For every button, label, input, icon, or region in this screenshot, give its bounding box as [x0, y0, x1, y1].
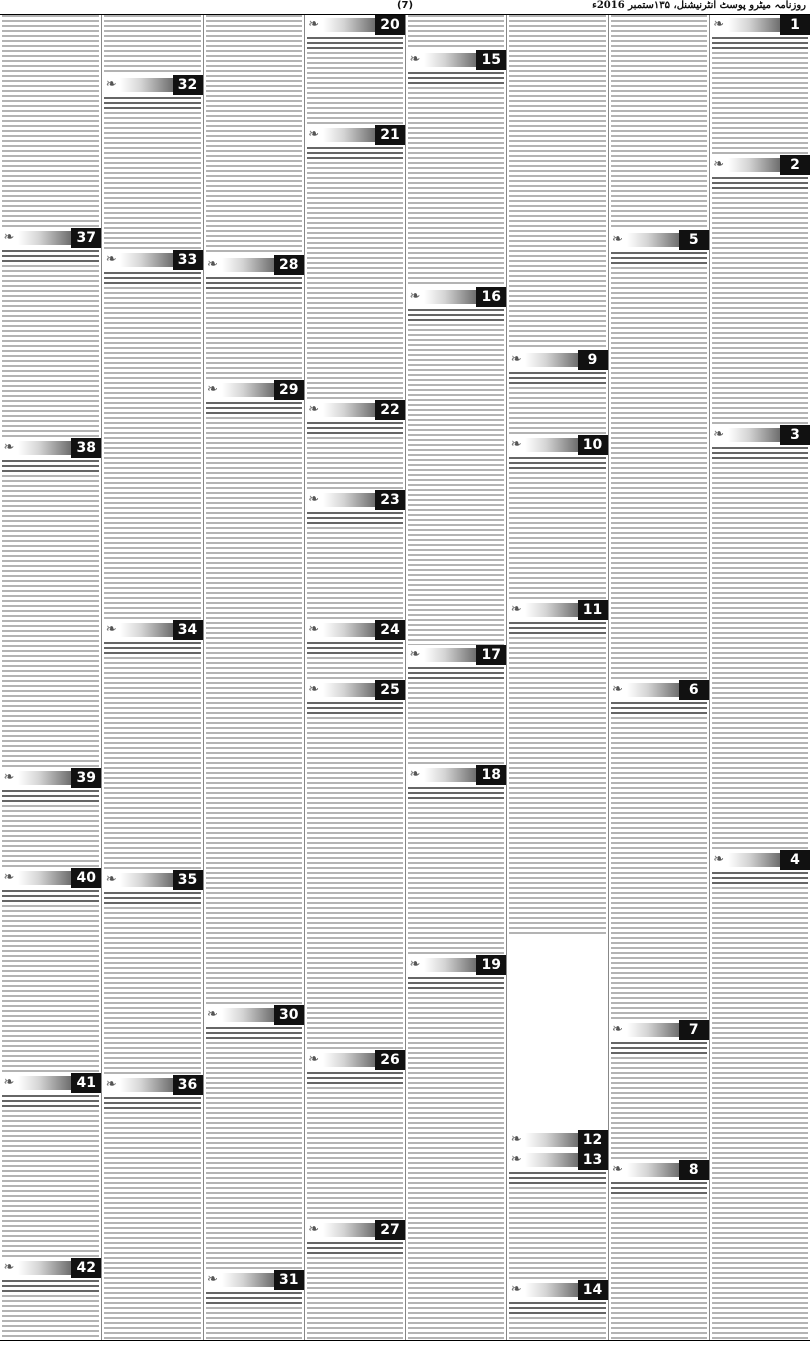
text-lines	[2, 1280, 99, 1340]
text-lines	[206, 1027, 302, 1270]
entry-number-banner	[710, 15, 810, 35]
gradient-band	[525, 1133, 577, 1147]
text-lines	[611, 15, 707, 230]
entry-number: 17	[476, 645, 506, 665]
entry-number-banner	[305, 1220, 405, 1240]
newspaper-columns	[0, 15, 810, 1340]
leaf-ornament-icon: ❧	[105, 252, 117, 267]
entry-number: 19	[476, 955, 506, 975]
entry-number: 11	[578, 600, 608, 620]
leaf-ornament-icon: ❧	[308, 492, 320, 507]
entry-25	[305, 680, 405, 1050]
entry-number-banner	[609, 680, 709, 700]
gradient-band	[728, 158, 780, 172]
entry-number: 35	[173, 870, 203, 890]
page-header	[0, 0, 810, 15]
text-lines	[307, 147, 403, 400]
entry-number: 39	[71, 768, 101, 788]
text-lines	[2, 890, 99, 1073]
entry-38	[0, 438, 101, 768]
gradient-band	[120, 873, 172, 887]
entry-18	[406, 765, 506, 955]
text-lines	[104, 272, 200, 620]
entry-number-banner	[507, 435, 607, 455]
text-lines	[307, 642, 403, 680]
entry-number: 12	[578, 1130, 608, 1150]
entry-number: 31	[274, 1270, 304, 1290]
entry-number-banner	[0, 768, 101, 788]
leaf-ornament-icon: ❧	[612, 1162, 623, 1177]
gradient-band	[222, 383, 274, 397]
entry-number: 37	[71, 228, 101, 248]
leaf-ornament-icon: ❧	[510, 1152, 522, 1167]
entry-number: 33	[173, 250, 203, 270]
entry-number-banner	[102, 75, 202, 95]
entry-39	[0, 768, 101, 868]
entry-31	[204, 1270, 304, 1340]
entry-23	[305, 490, 405, 620]
entry-32	[102, 75, 202, 250]
leaf-ornament-icon: ❧	[308, 17, 320, 32]
gradient-band	[18, 1261, 71, 1275]
entry-16	[406, 287, 506, 645]
gradient-band	[323, 128, 375, 142]
text-lines	[2, 460, 99, 768]
gradient-band	[525, 603, 577, 617]
entry-19	[406, 955, 506, 1340]
gradient-band	[728, 853, 780, 867]
text-lines	[611, 1182, 707, 1340]
leaf-ornament-icon: ❧	[612, 682, 623, 697]
entry-number: 9	[578, 350, 608, 370]
entry-number-banner	[102, 250, 202, 270]
leaf-ornament-icon: ❧	[3, 230, 15, 245]
entry-number: 25	[375, 680, 405, 700]
gradient-band	[424, 290, 476, 304]
text-lines	[611, 252, 707, 680]
gradient-band	[323, 1053, 375, 1067]
gradient-band	[424, 768, 476, 782]
gradient-band	[627, 683, 679, 697]
entry-number-banner	[507, 350, 607, 370]
leaf-ornament-icon: ❧	[612, 1022, 623, 1037]
gradient-band	[18, 441, 71, 455]
entry-27	[305, 1220, 405, 1340]
entry-number-banner	[507, 1280, 607, 1300]
text-lines	[307, 702, 403, 1050]
column-2	[608, 15, 709, 1340]
leaf-ornament-icon: ❧	[3, 870, 15, 885]
gradient-band	[323, 683, 375, 697]
text-lines	[307, 1072, 403, 1220]
text-lines	[2, 15, 99, 228]
entry-37	[0, 228, 101, 438]
leaf-ornament-icon: ❧	[3, 1075, 15, 1090]
entry-number-banner	[0, 1073, 101, 1093]
gradient-band	[323, 1223, 375, 1237]
text-lines	[307, 37, 403, 125]
leaf-ornament-icon: ❧	[105, 872, 117, 887]
entry-number-banner	[406, 955, 506, 975]
text-lines	[712, 37, 808, 155]
gradient-band	[323, 493, 375, 507]
entry-number-banner	[0, 228, 101, 248]
entry-number: 21	[375, 125, 405, 145]
entry-33	[102, 250, 202, 620]
gradient-band	[627, 1023, 679, 1037]
entry-number-banner	[406, 645, 506, 665]
gradient-band	[525, 353, 577, 367]
entry-11	[507, 600, 607, 935]
entry-number: 24	[375, 620, 405, 640]
entry-number: 18	[476, 765, 506, 785]
entry-number-banner	[305, 125, 405, 145]
text-lines	[104, 97, 200, 250]
gradient-band	[120, 78, 172, 92]
bottom-rule	[0, 1340, 810, 1341]
entry-number: 22	[375, 400, 405, 420]
entry-number-banner	[102, 620, 202, 640]
entry-number: 28	[274, 255, 304, 275]
leaf-ornament-icon: ❧	[308, 127, 320, 142]
entry-number: 4	[780, 850, 810, 870]
continued-text-block	[0, 15, 101, 228]
leaf-ornament-icon: ❧	[308, 402, 320, 417]
text-lines	[509, 457, 605, 600]
leaf-ornament-icon: ❧	[207, 1272, 218, 1287]
gradient-band	[323, 18, 375, 32]
leaf-ornament-icon: ❧	[308, 1052, 320, 1067]
entry-22	[305, 400, 405, 490]
entry-number: 10	[578, 435, 608, 455]
continued-text-block	[102, 15, 202, 75]
leaf-ornament-icon: ❧	[409, 767, 421, 782]
entry-number-banner	[507, 1130, 607, 1150]
text-lines	[408, 15, 504, 50]
entry-number-banner	[609, 1020, 709, 1040]
entry-34	[102, 620, 202, 870]
entry-number-banner	[102, 1075, 202, 1095]
text-lines	[104, 15, 200, 75]
leaf-ornament-icon: ❧	[207, 382, 218, 397]
gradient-band	[627, 1163, 679, 1177]
text-lines	[509, 15, 605, 350]
text-lines	[509, 1172, 605, 1280]
entry-number-banner	[305, 680, 405, 700]
entry-number-banner	[305, 1050, 405, 1070]
entry-number: 8	[679, 1160, 709, 1180]
column-6	[203, 15, 304, 1340]
entry-number-banner	[609, 1160, 709, 1180]
gradient-band	[525, 438, 577, 452]
column-5	[304, 15, 405, 1340]
leaf-ornament-icon: ❧	[207, 1007, 218, 1022]
text-lines	[408, 309, 504, 645]
text-lines	[408, 667, 504, 765]
gradient-band	[525, 1153, 577, 1167]
gradient-band	[120, 1078, 172, 1092]
text-lines	[712, 447, 808, 850]
text-lines	[2, 790, 99, 868]
leaf-ornament-icon: ❧	[510, 352, 522, 367]
entry-number-banner	[507, 1150, 607, 1170]
entry-number-banner	[204, 1005, 304, 1025]
text-lines	[206, 402, 302, 1005]
text-lines	[307, 422, 403, 490]
entry-number-banner	[710, 425, 810, 445]
continued-text-block	[507, 15, 607, 350]
leaf-ornament-icon: ❧	[105, 1077, 117, 1092]
entry-number-banner	[305, 400, 405, 420]
text-lines	[408, 977, 504, 1340]
entry-number: 42	[71, 1258, 101, 1278]
entry-number-banner	[0, 438, 101, 458]
entry-number-banner	[0, 868, 101, 888]
entry-24	[305, 620, 405, 680]
gradient-band	[222, 1273, 274, 1287]
leaf-ornament-icon: ❧	[713, 427, 725, 442]
text-lines	[206, 277, 302, 380]
leaf-ornament-icon: ❧	[510, 437, 522, 452]
entry-8	[609, 1160, 709, 1340]
gradient-band	[18, 1076, 71, 1090]
gradient-band	[18, 231, 71, 245]
leaf-ornament-icon: ❧	[308, 622, 320, 637]
gradient-band	[424, 648, 476, 662]
text-lines	[104, 1097, 200, 1340]
entry-30	[204, 1005, 304, 1270]
masthead-title: روزنامہ میٹرو پوسٹ انٹرنیشنل، ۱۳۵ستمبر 2016ء	[592, 0, 806, 11]
entry-2	[710, 155, 810, 425]
entry-13	[507, 1150, 607, 1280]
entry-5	[609, 230, 709, 680]
column-4	[405, 15, 506, 1340]
page-number: (7)	[396, 0, 414, 11]
column-3	[506, 15, 607, 1340]
column-1	[709, 15, 810, 1340]
entry-number: 23	[375, 490, 405, 510]
leaf-ornament-icon: ❧	[510, 602, 522, 617]
entry-number: 13	[578, 1150, 608, 1170]
entry-number: 6	[679, 680, 709, 700]
continued-text-block	[609, 15, 709, 230]
leaf-ornament-icon: ❧	[3, 770, 15, 785]
entry-9	[507, 350, 607, 435]
gradient-band	[222, 258, 274, 272]
entry-20	[305, 15, 405, 125]
entry-number: 34	[173, 620, 203, 640]
entry-number: 5	[679, 230, 709, 250]
entry-17	[406, 645, 506, 765]
entry-number: 20	[375, 15, 405, 35]
leaf-ornament-icon: ❧	[713, 17, 725, 32]
text-lines	[712, 872, 808, 1340]
gradient-band	[120, 253, 172, 267]
text-lines	[611, 1042, 707, 1160]
entry-40	[0, 868, 101, 1073]
entry-number-banner	[710, 850, 810, 870]
continued-text-block	[406, 15, 506, 50]
entry-number-banner	[305, 15, 405, 35]
entry-number: 3	[780, 425, 810, 445]
text-lines	[408, 72, 504, 287]
leaf-ornament-icon: ❧	[105, 77, 117, 92]
gradient-band	[728, 18, 780, 32]
gradient-band	[525, 1283, 577, 1297]
leaf-ornament-icon: ❧	[409, 289, 421, 304]
entry-number-banner	[507, 600, 607, 620]
entry-number: 1	[780, 15, 810, 35]
text-lines	[206, 1292, 302, 1340]
entry-21	[305, 125, 405, 400]
text-lines	[2, 250, 99, 438]
entry-36	[102, 1075, 202, 1340]
entry-number-banner	[406, 50, 506, 70]
leaf-ornament-icon: ❧	[409, 52, 421, 67]
leaf-ornament-icon: ❧	[713, 157, 725, 172]
leaf-ornament-icon: ❧	[409, 647, 421, 662]
entry-number-banner	[710, 155, 810, 175]
gradient-band	[728, 428, 780, 442]
entry-number: 32	[173, 75, 203, 95]
gradient-band	[627, 233, 679, 247]
gradient-band	[120, 623, 172, 637]
entry-number: 29	[274, 380, 304, 400]
entry-number-banner	[305, 620, 405, 640]
column-7	[101, 15, 202, 1340]
entry-1	[710, 15, 810, 155]
entry-29	[204, 380, 304, 1005]
leaf-ornament-icon: ❧	[510, 1282, 522, 1297]
entry-14	[507, 1280, 607, 1340]
entry-number-banner	[609, 230, 709, 250]
entry-35	[102, 870, 202, 1075]
leaf-ornament-icon: ❧	[3, 440, 15, 455]
entry-42	[0, 1258, 101, 1340]
column-8	[0, 15, 101, 1340]
gradient-band	[18, 871, 71, 885]
leaf-ornament-icon: ❧	[3, 1260, 15, 1275]
entry-number-banner	[204, 255, 304, 275]
gradient-band	[424, 53, 476, 67]
text-lines	[611, 702, 707, 1020]
entry-number-banner	[0, 1258, 101, 1278]
entry-number-banner	[204, 1270, 304, 1290]
text-lines	[509, 1302, 605, 1340]
text-lines	[509, 622, 605, 935]
leaf-ornament-icon: ❧	[207, 257, 218, 272]
gradient-band	[323, 623, 375, 637]
gradient-band	[323, 403, 375, 417]
leaf-ornament-icon: ❧	[308, 1222, 320, 1237]
entry-number: 38	[71, 438, 101, 458]
entry-number: 26	[375, 1050, 405, 1070]
text-lines	[307, 1242, 403, 1340]
entry-15	[406, 50, 506, 287]
leaf-ornament-icon: ❧	[105, 622, 117, 637]
leaf-ornament-icon: ❧	[308, 682, 320, 697]
entry-7	[609, 1020, 709, 1160]
text-lines	[104, 642, 200, 870]
entry-10	[507, 435, 607, 600]
entry-26	[305, 1050, 405, 1220]
entry-number: 27	[375, 1220, 405, 1240]
gradient-band	[222, 1008, 274, 1022]
text-lines	[712, 177, 808, 425]
entry-number: 16	[476, 287, 506, 307]
entry-number: 30	[274, 1005, 304, 1025]
entry-number: 2	[780, 155, 810, 175]
entry-number-banner	[406, 287, 506, 307]
entry-28	[204, 255, 304, 380]
leaf-ornament-icon: ❧	[510, 1132, 522, 1147]
leaf-ornament-icon: ❧	[713, 852, 725, 867]
entry-number: 7	[679, 1020, 709, 1040]
leaf-ornament-icon: ❧	[409, 957, 421, 972]
text-lines	[2, 1095, 99, 1258]
entry-4	[710, 850, 810, 1340]
entry-12	[507, 1130, 607, 1150]
leaf-ornament-icon: ❧	[612, 232, 623, 247]
text-lines	[104, 892, 200, 1075]
entry-number: 40	[71, 868, 101, 888]
text-lines	[206, 15, 302, 255]
entry-number: 41	[71, 1073, 101, 1093]
entry-41	[0, 1073, 101, 1258]
entry-number-banner	[305, 490, 405, 510]
gradient-band	[18, 771, 71, 785]
entry-3	[710, 425, 810, 850]
entry-number: 14	[578, 1280, 608, 1300]
text-lines	[408, 787, 504, 955]
entry-6	[609, 680, 709, 1020]
entry-number: 15	[476, 50, 506, 70]
entry-number: 36	[173, 1075, 203, 1095]
text-lines	[307, 512, 403, 620]
gradient-band	[424, 958, 476, 972]
continued-text-block	[204, 15, 304, 255]
entry-number-banner	[204, 380, 304, 400]
text-lines	[509, 372, 605, 435]
entry-number-banner	[102, 870, 202, 890]
entry-number-banner	[406, 765, 506, 785]
